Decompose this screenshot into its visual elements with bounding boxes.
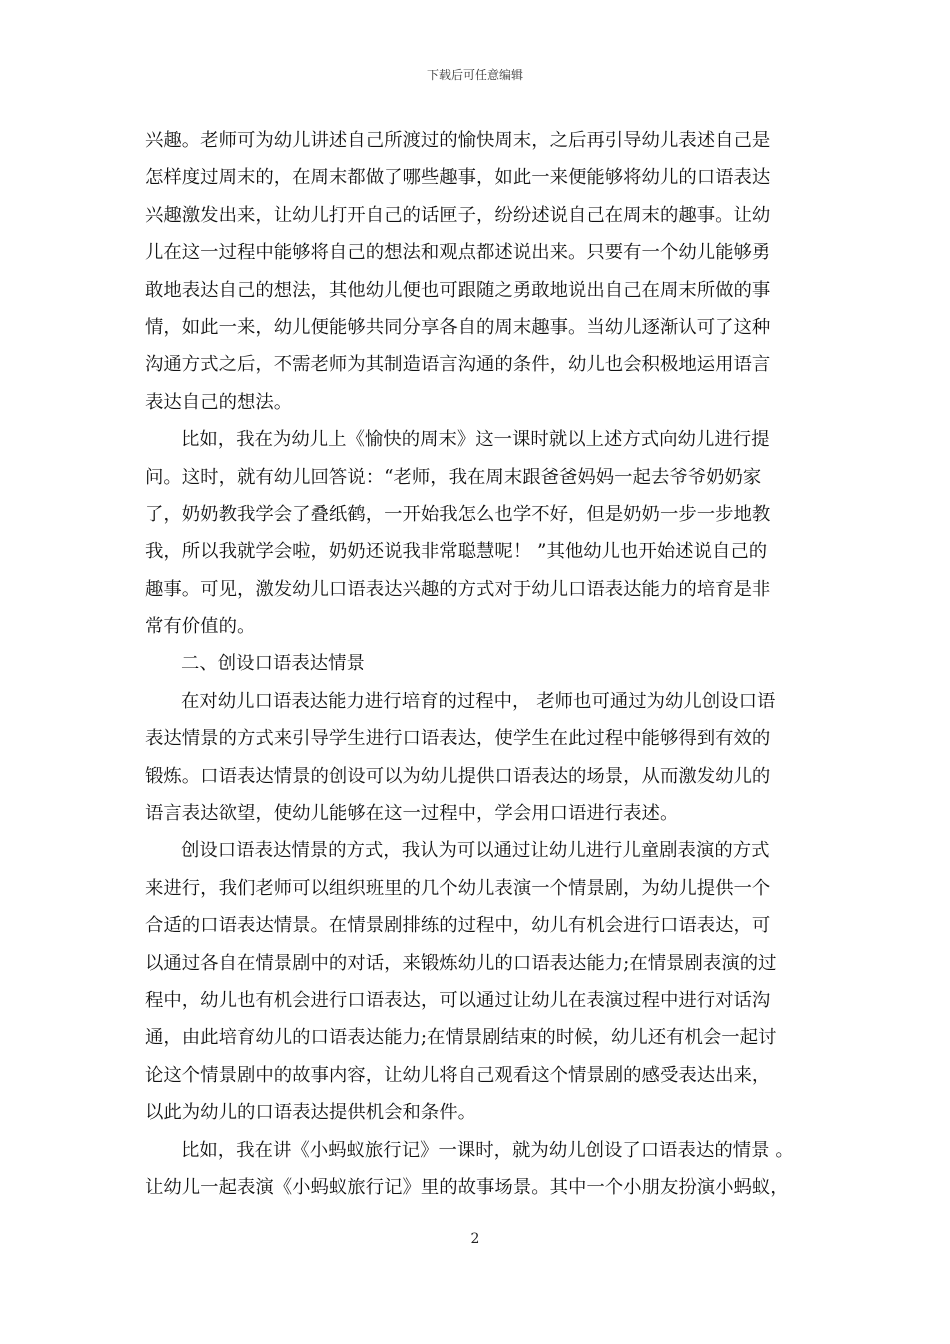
text-line: 程中，幼儿也有机会进行口语表达，可以通过让幼儿在表演过程中进行对话沟 xyxy=(145,989,771,1011)
text-line: 以此为幼儿的口语表达提供机会和条件。 xyxy=(145,1102,477,1124)
text-line: 沟通方式之后，不需老师为其制造语言沟通的条件，幼儿也会积极地运用语言 xyxy=(145,354,771,376)
page-number: 2 xyxy=(470,1231,480,1247)
text-line: 常有价值的。 xyxy=(145,616,256,638)
text-line: 问。这时，就有幼儿回答说：“老师，我在周末跟爸爸妈妈一起去爷爷奶奶家 xyxy=(145,466,762,488)
text-line: 我，所以我就学会啦，奶奶还说我非常聪慧呢！ ”其他幼儿也开始述说自己的 xyxy=(145,541,768,563)
text-line: 兴趣。老师可为幼儿讲述自己所渡过的愉快周末，之后再引导幼儿表述自己是 xyxy=(145,130,771,151)
text-line: 儿在这一过程中能够将自己的想法和观点都述说出来。只要有一个幼儿能够勇 xyxy=(145,242,771,264)
text-line: 二、创设口语表达情景 xyxy=(181,653,365,675)
text-line: 来进行，我们老师可以组织班里的几个幼儿表演一个情景剧，为幼儿提供一个 xyxy=(145,877,771,899)
text-line: 在对幼儿口语表达能力进行培育的过程中， 老师也可通过为幼儿创设口语 xyxy=(181,690,776,712)
text-line: 趣事。可见，激发幼儿口语表达兴趣的方式对于幼儿口语表达能力的培育是非 xyxy=(145,578,771,600)
page-header: 下载后可任意编辑 xyxy=(426,68,523,82)
text-line: 情，如此一来，幼儿便能够共同分享各自的周末趣事。当幼儿逐渐认可了这种 xyxy=(145,316,771,338)
text-line: 比如，我在讲《小蚂蚁旅行记》一课时，就为幼儿创设了口语表达的情景 。 xyxy=(181,1139,794,1161)
text-line: 比如，我在为幼儿上《愉快的周末》这一课时就以上述方式向幼儿进行提 xyxy=(181,429,770,451)
text-line: 锻炼。口语表达情景的创设可以为幼儿提供口语表达的场景，从而激发幼儿的 xyxy=(145,765,771,787)
text-line: 让幼儿一起表演《小蚂蚁旅行记》里的故事场景。其中一个小朋友扮演小蚂蚁， xyxy=(145,1176,789,1198)
text-line: 敢地表达自己的想法，其他幼儿便也可跟随之勇敢地说出自己在周末所做的事 xyxy=(145,279,771,301)
text-line: 表达自己的想法。 xyxy=(145,391,293,413)
body-text xyxy=(145,122,810,1206)
text-line: 论这个情景剧中的故事内容，让幼儿将自己观看这个情景剧的感受表达出来， xyxy=(145,1064,771,1086)
text-line: 以通过各自在情景剧中的对话，来锻炼幼儿的口语表达能力;在情景剧表演的过 xyxy=(145,952,777,974)
text-line: 了，奶奶教我学会了叠纸鹤，一开始我怎么也学不好，但是奶奶一步一步地教 xyxy=(145,503,771,525)
text-line: 语言表达欲望，使幼儿能够在这一过程中，学会用口语进行表述。 xyxy=(145,803,679,825)
text-line: 兴趣激发出来，让幼儿打开自己的话匣子，纷纷述说自己在周末的趣事。让幼 xyxy=(145,204,771,226)
text-line: 创设口语表达情景的方式，我认为可以通过让幼儿进行儿童剧表演的方式 xyxy=(181,840,770,862)
text-line: 通，由此培育幼儿的口语表达能力;在情景剧结束的时候，幼儿还有机会一起讨 xyxy=(145,1027,777,1049)
text-line: 表达情景的方式来引导学生进行口语表达，使学生在此过程中能够得到有效的 xyxy=(145,728,771,750)
text-line: 合适的口语表达情景。在情景剧排练的过程中，幼儿有机会进行口语表达，可 xyxy=(145,915,771,937)
text-line: 怎样度过周末的，在周末都做了哪些趣事，如此一来便能够将幼儿的口语表达 xyxy=(145,167,771,189)
